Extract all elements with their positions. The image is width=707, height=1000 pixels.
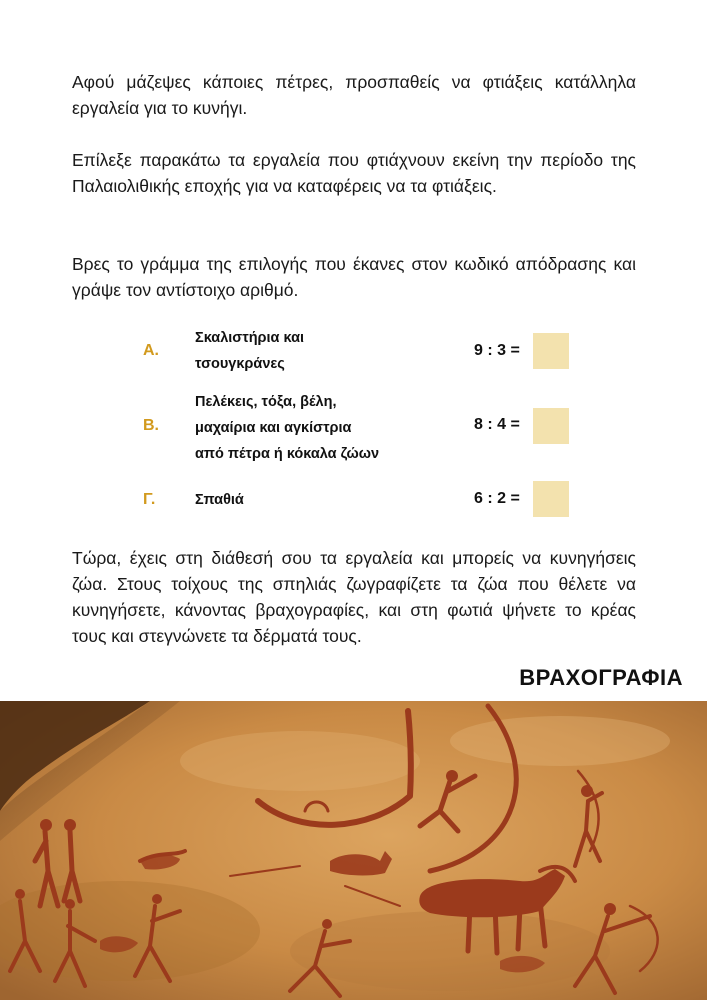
intro-paragraph-2: Επίλεξε παρακάτω τα εργαλεία που φτιάχνουν εκείνη την περίοδο της Παλαιολιθικής εποχής για να καταφέρεις να τα φτιάξεις. [72,150,636,196]
option-c-letter: Γ. [143,491,156,508]
option-b-line-3: από πέτρα ή κόκαλα ζώων [195,446,380,462]
section-title: ΒΡΑΧΟΓΡΑΦΙΑ [519,665,683,690]
intro-paragraph-1: Αφού μάζεψες κάποιες πέτρες, προσπαθείς να φτιάξεις κατάλληλα εργαλεία για το κυνήγι. [72,72,636,118]
cave-painting-illustration [0,701,707,1000]
option-a-answer-box[interactable] [533,333,569,369]
option-a-letter: Α. [143,342,159,359]
option-c-text [195,487,425,513]
option-c-answer-box[interactable] [533,481,569,517]
option-a-text [195,325,425,377]
option-b-letter: Β. [143,417,159,434]
option-b-line-1: Πελέκεις, τόξα, βέλη, [195,394,337,410]
option-a-equation: 9 : 3 = [474,342,520,359]
option-b-answer-box[interactable] [533,408,569,444]
option-b-equation: 8 : 4 = [474,416,520,433]
option-b-text [195,389,425,467]
outro-paragraph: Τώρα, έχεις στη διάθεσή σου τα εργαλεία και μπορείς να κυνηγήσεις ζώα. Στους τοίχους της σπηλιάς ζωγραφίζετε τα ζώα που θέλετε να κυνηγήσετε, κάνοντας βραχογραφίες, και στη φωτιά ψήνετε το κρέας τους και στεγνώνετε τα δέρματά τους. [72,548,636,646]
option-a-line-2: τσουγκράνες [195,356,285,372]
option-c-equation: 6 : 2 = [474,490,520,507]
cave-painting-image [0,701,707,1000]
option-a-line-1: Σκαλιστήρια και [195,330,305,346]
option-c-line-1: Σπαθιά [195,492,244,508]
intro-paragraph-3: Βρες το γράμμα της επιλογής που έκανες στον κωδικό απόδρασης και γράψε τον αντίστοιχο αριθμό. [72,254,636,300]
option-b-line-2: μαχαίρια και αγκίστρια [195,420,352,436]
